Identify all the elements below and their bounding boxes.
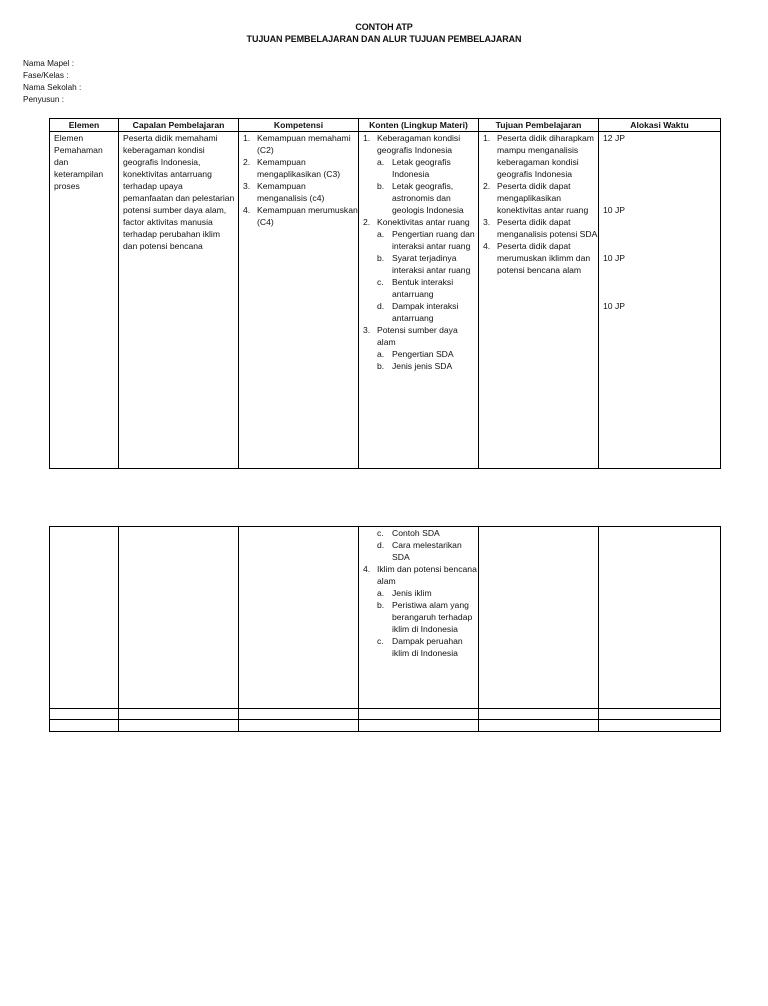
- list-marker: 1.: [363, 133, 371, 143]
- list-marker: c.: [377, 528, 384, 538]
- cell-empty: [239, 527, 359, 709]
- sub-list-item: [363, 527, 478, 539]
- meta-sekolah: Nama Sekolah :: [23, 83, 82, 92]
- list-marker: 1.: [243, 133, 251, 143]
- sub-list-item: [363, 360, 478, 372]
- list-text: Kemampuan mengaplikasikan (C3): [257, 157, 341, 179]
- konten-list-cont: [363, 527, 478, 659]
- list-marker: c.: [377, 277, 384, 287]
- kompetensi-item: [243, 156, 358, 180]
- atp-table-page2: [49, 526, 721, 732]
- alokasi-2: 10 JP: [603, 205, 625, 215]
- sub-list-item: [363, 180, 478, 216]
- sub-list-item: [363, 228, 478, 252]
- list-text: Kemampuan memahami (C2): [257, 133, 351, 155]
- table-row: [50, 720, 721, 732]
- sub-list-item: [363, 252, 478, 276]
- list-text: Peserta didik dapat mengaplikasikan konektivitas antar ruang: [497, 181, 589, 215]
- cell-empty: [599, 527, 721, 709]
- list-marker: 2.: [483, 181, 491, 191]
- list-text: Jenis jenis SDA: [392, 361, 453, 371]
- list-text: Peserta didik dapat menganalisis potensi SDA: [497, 217, 598, 239]
- sub-list-item: [363, 539, 478, 563]
- list-marker: 1.: [483, 133, 491, 143]
- cell-konten-cont: [359, 527, 479, 709]
- list-text: Kemampuan menganalisis (c4): [257, 181, 325, 203]
- tujuan-item: [483, 132, 598, 180]
- cell-tujuan: [479, 132, 599, 469]
- header-alokasi: Alokasi Waktu: [599, 119, 721, 132]
- cell-konten: [359, 132, 479, 469]
- alokasi-3: 10 JP: [603, 253, 625, 263]
- cell-kompetensi: [239, 132, 359, 469]
- sub-list-item: [363, 635, 478, 659]
- list-text: Pengertian ruang dan interaksi antar ruang: [392, 229, 475, 251]
- list-item: [363, 324, 478, 348]
- header-capaian: Capalan Pembelajaran: [119, 119, 239, 132]
- list-marker: c.: [377, 636, 384, 646]
- sub-list-item: [363, 348, 478, 360]
- list-text: Peserta didik dapat merumuskan iklimm dan potensi bencana alam: [497, 241, 591, 275]
- list-marker: d.: [377, 301, 385, 311]
- list-marker: 3.: [363, 325, 371, 335]
- list-marker: 2.: [363, 217, 371, 227]
- kompetensi-item: [243, 180, 358, 204]
- list-text: Potensi sumber daya alam: [377, 325, 458, 347]
- kompetensi-item: [243, 132, 358, 156]
- list-marker: d.: [377, 540, 385, 550]
- list-marker: a.: [377, 349, 385, 359]
- header-tujuan: Tujuan Pembelajaran: [479, 119, 599, 132]
- list-marker: 2.: [243, 157, 251, 167]
- list-text: Letak geografis, astronomis dan geologis Indonesia: [392, 181, 464, 215]
- list-marker: a.: [377, 157, 385, 167]
- list-marker: a.: [377, 229, 385, 239]
- doc-subtitle: TUJUAN PEMBELAJARAN DAN ALUR TUJUAN PEMBELAJARAN: [246, 34, 522, 44]
- table-row: [50, 132, 721, 469]
- list-item: [363, 563, 478, 587]
- list-marker: 3.: [483, 217, 491, 227]
- header-kompetensi: Kompetensi: [239, 119, 359, 132]
- konten-list: [363, 132, 478, 372]
- cell-empty: [119, 527, 239, 709]
- meta-fase: Fase/Kelas :: [23, 71, 69, 80]
- list-text: Cara melestarikan SDA: [392, 540, 462, 562]
- cell-alokasi: [599, 132, 721, 469]
- list-text: Jenis iklim: [392, 588, 432, 598]
- list-text: Letak geografis Indonesia: [392, 157, 451, 179]
- sub-list-item: [363, 156, 478, 180]
- list-marker: b.: [377, 600, 385, 610]
- list-text: Syarat terjadinya interaksi antar ruang: [392, 253, 471, 275]
- meta-block: [23, 58, 81, 106]
- atp-table-page1: [49, 118, 721, 469]
- cell-empty: [479, 527, 599, 709]
- meta-mapel: Nama Mapel :: [23, 59, 74, 68]
- tujuan-list: [483, 132, 598, 276]
- list-marker: 4.: [483, 241, 491, 251]
- header-konten: Konten (Lingkup Materi): [359, 119, 479, 132]
- list-text: Peristiwa alam yang berangaruh terhadap iklim di Indonesia: [392, 600, 473, 634]
- cell-capaian: Peserta didik memahami keberagaman kondisi geografis Indonesia, konektivitas antarruang terhadap upaya pemanfaatan dan pelestarian potensi sumber daya alam, factor aktivitas manusia terhadap perubahan iklim dan potensi bencana: [119, 132, 239, 469]
- doc-title: CONTOH ATP: [355, 22, 413, 32]
- list-text: Iklim dan potensi bencana alam: [377, 564, 477, 586]
- table-row: [50, 709, 721, 720]
- sub-list-item: [363, 300, 478, 324]
- header-elemen: Elemen: [50, 119, 119, 132]
- list-text: Peserta didik diharapkam mampu menganalisis keberagaman kondisi geografis Indonesia: [497, 133, 594, 179]
- list-text: Pengertian SDA: [392, 349, 454, 359]
- tujuan-item: [483, 180, 598, 216]
- header-row: [50, 119, 721, 132]
- tujuan-item: [483, 216, 598, 240]
- cell-elemen: Elemen Pemahaman dan keterampilan proses: [50, 132, 119, 469]
- list-text: Kemampuan merumuskan (C4): [257, 205, 358, 227]
- list-marker: a.: [377, 588, 385, 598]
- list-text: Contoh SDA: [392, 528, 440, 538]
- sub-list-item: [363, 276, 478, 300]
- list-marker: b.: [377, 181, 385, 191]
- tujuan-item: [483, 240, 598, 276]
- table-row: [50, 527, 721, 709]
- kompetensi-list: [243, 132, 358, 228]
- list-text: Dampak peruahan iklim di Indonesia: [392, 636, 463, 658]
- cell-empty: [50, 527, 119, 709]
- list-marker: 4.: [243, 205, 251, 215]
- alokasi-4: 10 JP: [603, 301, 625, 311]
- list-item: [363, 216, 478, 228]
- list-text: Konektivitas antar ruang: [377, 217, 470, 227]
- list-text: Bentuk interaksi antarruang: [392, 277, 454, 299]
- kompetensi-item: [243, 204, 358, 228]
- sub-list-item: [363, 599, 478, 635]
- list-text: Dampak interaksi antarruang: [392, 301, 459, 323]
- list-marker: 4.: [363, 564, 371, 574]
- list-item: [363, 132, 478, 156]
- alokasi-1: 12 JP: [603, 133, 625, 143]
- list-marker: 3.: [243, 181, 251, 191]
- list-marker: b.: [377, 253, 385, 263]
- list-text: Keberagaman kondisi geografis Indonesia: [377, 133, 461, 155]
- meta-penyusun: Penyusun :: [23, 95, 64, 104]
- list-marker: b.: [377, 361, 385, 371]
- sub-list-item: [363, 587, 478, 599]
